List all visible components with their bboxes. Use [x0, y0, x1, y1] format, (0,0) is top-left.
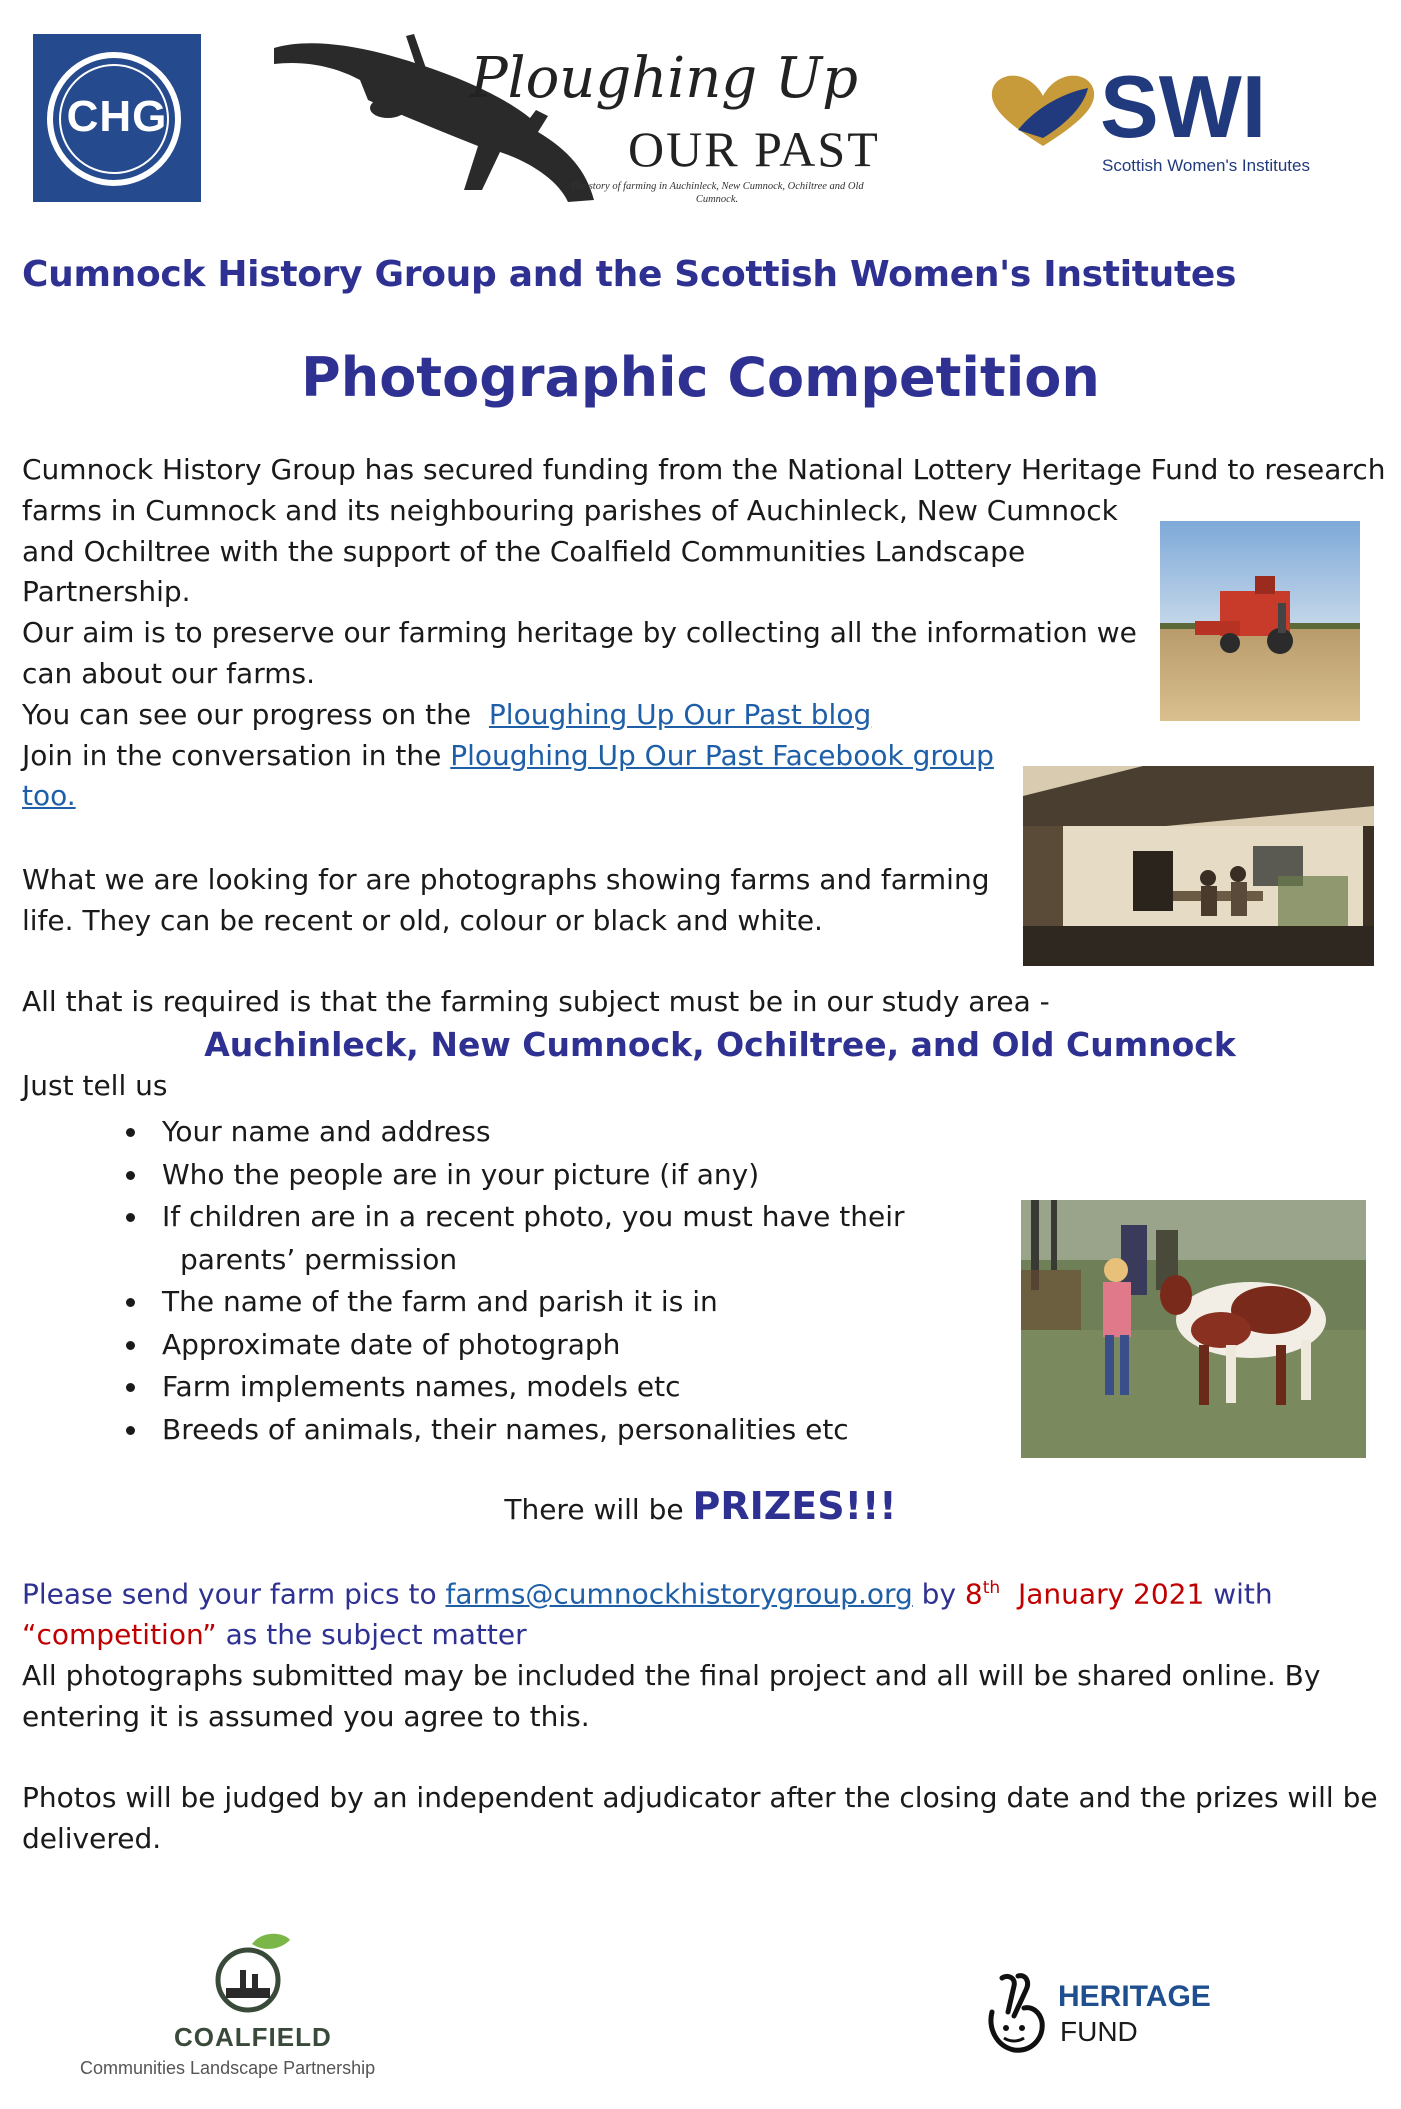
judging-line: delivered. [22, 1822, 162, 1856]
spacer [22, 1738, 1378, 1779]
list-item [120, 1111, 905, 1154]
ploughing-logo-subtitle: OUR PAST [628, 121, 880, 177]
bullet-icon [126, 1426, 135, 1435]
looking-for-paragraph [22, 860, 989, 942]
bullet-icon [126, 1128, 135, 1137]
list-item [120, 1324, 905, 1367]
coalfield-logo [80, 1930, 440, 2080]
list-item-text: Approximate date of photograph [162, 1327, 621, 1361]
blog-link[interactable]: Ploughing Up Our Past blog [488, 697, 872, 731]
girl-with-calf-photo [1021, 1200, 1366, 1458]
heritage-fund-logo [978, 1972, 1238, 2062]
prizes-line [0, 1484, 1401, 1528]
submission-paragraph [22, 1568, 1378, 1860]
organisers-heading: Cumnock History Group and the Scottish Women's Institutes [22, 254, 1237, 295]
deadline-month: January 2021 [1000, 1577, 1205, 1611]
coalfield-emblem-icon [200, 1930, 300, 2020]
chg-logo [33, 34, 201, 202]
coalfield-logo-subtitle: Communities Landscape Partnership [80, 2058, 376, 2078]
list-item-text: Breeds of animals, their names, personalities etc [162, 1412, 849, 1446]
list-item-text: If children are in a recent photo, you must have their [162, 1200, 905, 1233]
farm-cottage-photo [1023, 766, 1374, 966]
submission-by: by [912, 1577, 965, 1611]
crossed-fingers-icon [978, 1972, 1054, 2056]
list-item-continuation [120, 1239, 905, 1282]
list-item [120, 1196, 905, 1239]
coalfield-logo-name: COALFIELD [174, 2022, 332, 2052]
subject-line [22, 1615, 1378, 1656]
page-title: Photographic Competition [301, 346, 1100, 409]
bullet-icon [126, 1171, 135, 1180]
list-item [120, 1409, 905, 1452]
bullet-icon [126, 1383, 135, 1392]
looking-for-line: life. They can be recent or old, colour or black and white. [22, 903, 823, 937]
aim-line: can about our farms. [22, 656, 315, 690]
swi-logo-text: SWI [1100, 57, 1267, 156]
list-item-text: parents’ permission [180, 1242, 458, 1276]
list-item-text: Who the people are in your picture (if any) [162, 1157, 760, 1191]
intro-line: and Ochiltree with the support of the Coalfield Communities Landscape [22, 534, 1026, 568]
study-area-heading: Auchinleck, New Cumnock, Ochiltree, and Old Cumnock [204, 1025, 1236, 1064]
bullet-icon [126, 1341, 135, 1350]
submission-with: with [1204, 1577, 1273, 1611]
list-item-text: The name of the farm and parish it is in [162, 1285, 718, 1318]
intro-line: farms in Cumnock and its neighbouring parishes of Auchinleck, New Cumnock [22, 493, 1118, 527]
bullet-icon [126, 1213, 135, 1222]
heritage-logo-name: HERITAGE [1058, 1980, 1211, 2013]
ploughing-logo-title: Ploughing Up [470, 46, 858, 111]
prizes-text: There will be [504, 1493, 693, 1526]
progress-text: You can see our progress on the [22, 697, 489, 731]
list-item [120, 1366, 905, 1409]
submission-line [22, 1568, 1378, 1615]
intro-line: Cumnock History Group has secured funding from the National Lottery Heritage Fund to research [22, 453, 1386, 486]
facebook-group-link[interactable]: Ploughing Up Our Past Facebook group [450, 738, 994, 772]
subject-keyword: “competition” [22, 1618, 217, 1652]
prizes-word: PRIZES!!! [692, 1484, 897, 1528]
aim-line: Our aim is to preserve our farming heritage by collecting all the information we [22, 616, 1137, 650]
ploughing-logo-tagline: The story of farming in Auchinleck, New Cumnock, Ochiltree and Old Cumnock. [570, 181, 864, 205]
info-checklist [120, 1111, 905, 1451]
tell-us-line: Just tell us [22, 1069, 168, 1102]
looking-for-line: What we are looking for are photographs showing farms and farming [22, 863, 990, 896]
subject-text: as the subject matter [216, 1618, 527, 1652]
judging-line: Photos will be judged by an independent adjudicator after the closing date and the prizes will be [22, 1781, 1378, 1815]
swi-logo [988, 57, 1328, 182]
heart-icon [988, 72, 1098, 152]
swi-logo-subtitle: Scottish Women's Institutes [1102, 156, 1310, 175]
deadline-day: 8 [964, 1577, 983, 1611]
list-item [120, 1281, 905, 1324]
ploughing-up-our-past-logo [268, 30, 896, 220]
deadline-ordinal: th [982, 1578, 1001, 1598]
terms-line: All photographs submitted may be included the final project and all will be shared online. By [22, 1658, 1321, 1692]
list-item-text: Your name and address [162, 1115, 491, 1148]
intro-line: Partnership. [22, 575, 191, 609]
heritage-logo-fund: FUND [1060, 2016, 1138, 2047]
list-item [120, 1154, 905, 1197]
list-item-text: Farm implements names, models etc [162, 1370, 681, 1403]
facebook-group-link-cont[interactable]: too. [22, 779, 76, 813]
chg-logo-text: CHG [66, 92, 168, 141]
join-text: Join in the conversation in the [22, 738, 451, 772]
terms-line: entering it is assumed you agree to this. [22, 1699, 590, 1733]
requirement-line: All that is required is that the farming subject must be in our study area - [22, 985, 1050, 1018]
bullet-icon [126, 1298, 135, 1307]
email-link[interactable]: farms@cumnockhistorygroup.org [445, 1577, 913, 1611]
submission-prefix: Please send your farm pics to [22, 1577, 446, 1611]
combine-harvester-photo [1160, 521, 1360, 721]
